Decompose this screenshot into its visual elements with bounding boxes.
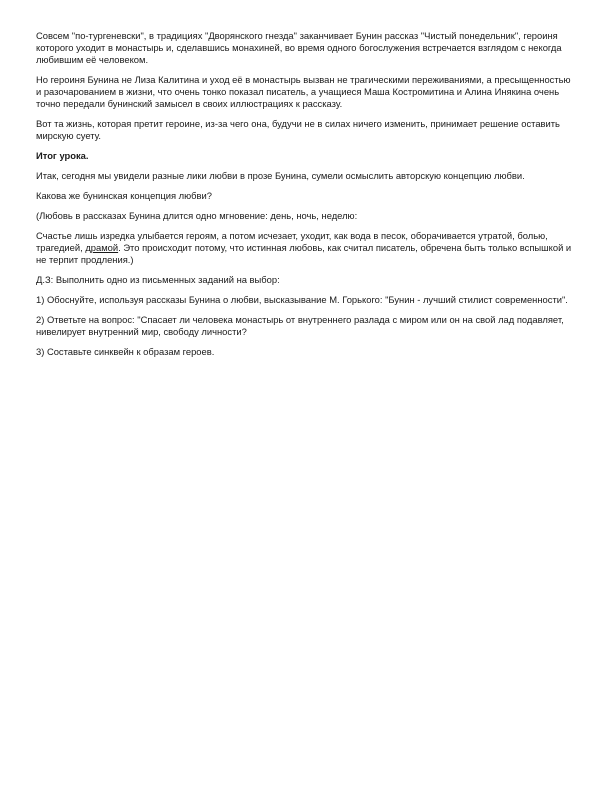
lesson-summary-heading: Итог урока. xyxy=(36,150,89,161)
happiness-text-before: Счастье лишь изредка улыбается героям, а потом исчезает, уходит, как вода в песок, оборачивается утратой, болью, трагедией, xyxy=(36,230,548,253)
drama-link[interactable]: драмой xyxy=(85,242,119,253)
paragraph-summary: Итак, сегодня мы увидели разные лики любви в прозе Бунина, сумели осмыслить авторскую концепцию любви. xyxy=(36,170,525,181)
homework-task-2: 2) Ответьте на вопрос: "Спасает ли человека монастырь от внутреннего разлада с миром или он на свой лад подавляет, нивелирует внутренний мир, свободу личности? xyxy=(36,314,564,337)
paragraph-life: Вот та жизнь, которая претит героине, из-за чего она, будучи не в силах ничего изменить, принимает решение оставить мирскую суету. xyxy=(36,118,560,141)
homework-intro: Д.З: Выполнить одно из письменных заданий на выбор: xyxy=(36,274,280,285)
paragraph-love-moment: (Любовь в рассказах Бунина длится одно мгновение: день, ночь, неделю: xyxy=(36,210,358,221)
paragraph-question: Какова же бунинская концепция любви? xyxy=(36,190,212,201)
paragraph-ending-story: Совсем "по-тургеневски", в традициях "Дворянского гнезда" заканчивает Бунин рассказ "Чистый понедельник", героиня которого уходит в монастырь и, сделавшись монахиней, во время одного богослужения встречается взглядом с некогда любившим её человеком. xyxy=(36,30,562,65)
document-body xyxy=(36,30,572,366)
paragraph-happiness xyxy=(36,230,572,266)
homework-task-1: 1) Обоснуйте, используя рассказы Бунина о любви, высказывание М. Горького: "Бунин - лучший стилист современности". xyxy=(36,294,568,305)
homework-task-3: 3) Составьте синквейн к образам героев. xyxy=(36,346,215,357)
paragraph-heroine: Но героиня Бунина не Лиза Калитина и уход её в монастырь вызван не трагическими переживаниями, а пресыщенностью и разочарованием в жизни, что очень тонко показал писатель, а учащиеся Маша Костромитина и Алина Инякина очень точно передали бунинский замысел в своих иллюстрациях к рассказу. xyxy=(36,74,571,109)
happiness-text-after: . Это происходит потому, что истинная любовь, как считал писатель, обречена быть только вспышкой и не терпит продления.) xyxy=(36,242,572,265)
